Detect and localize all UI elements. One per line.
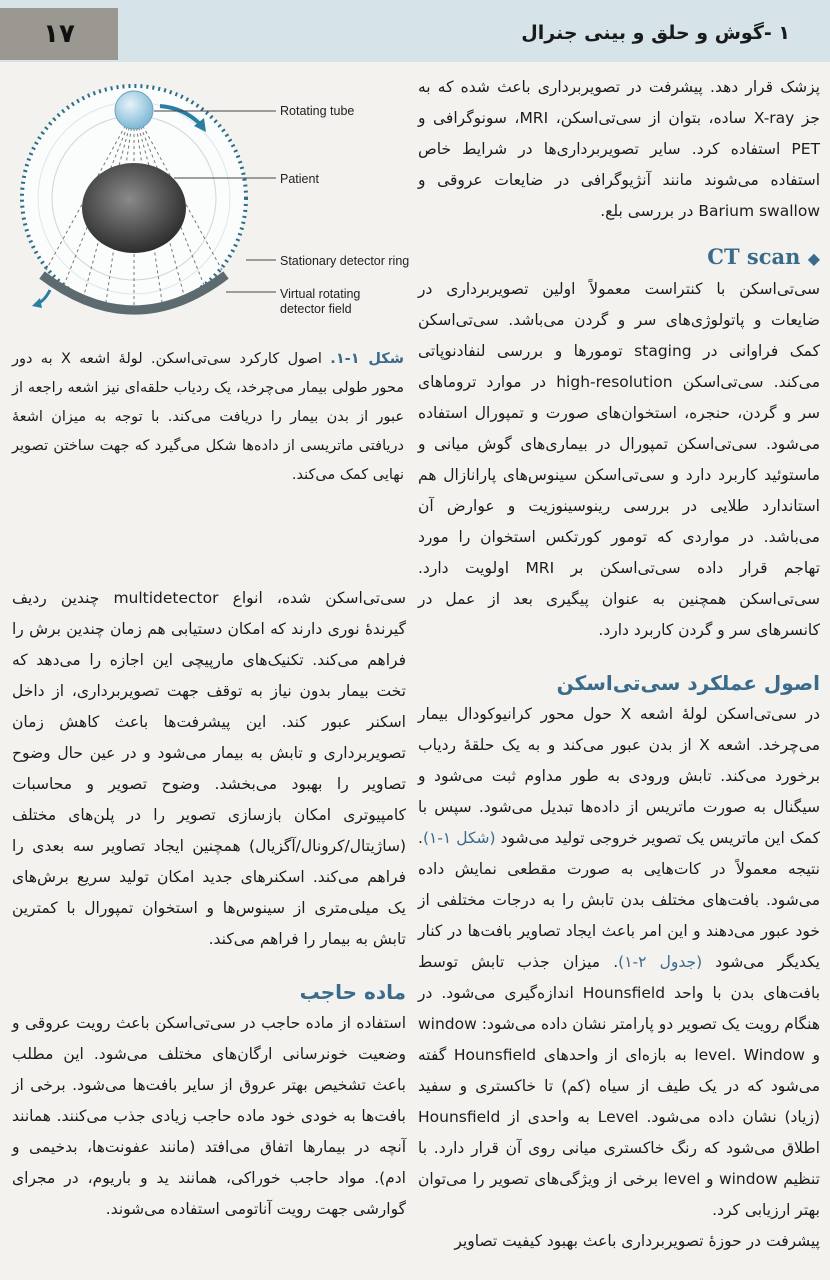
diamond-icon: ◆ — [807, 249, 820, 268]
principles-text-3: . میزان جذب تابش توسط بافت‌های بدن با واحد Hounsfield اندازه‌گیری می‌شود. در هنگام رویت یک تصویر دو پارامتر نشان داده می‌شود: window و level. Window به بازه‌ای از واحدهای Hounsfield گفته می‌شود که در یک طیف از سیاه (کم) تا خاکستری و سفید (زیاد) نشان داده می‌شود. Level به واحدی از Hounsfield اطلاق می‌شود که رنگ خاکستری میانی روی آن قرار دارد. با تنظیم window و level برخی از ویژگی‌های تصویر را می‌توان بهتر ارزیابی کرد. — [418, 953, 821, 1219]
label-detector-ring: Stationary detector ring — [280, 254, 410, 268]
ct-scan-heading — [418, 241, 820, 274]
intro-paragraph: پزشک قرار دهد. پیشرفت در تصویربرداری باعث شده که به جز X-ray ساده، بتوان از سی‌تی‌اسکن، MRI، سونوگرافی و PET استفاده کرد. سایر تصویربرداری‌ها در شرایط خاص استفاده می‌شوند مانند آنژیوگرافی در ضایعات عروقی و Barium swallow در بررسی بلع. — [418, 78, 820, 220]
principles-text-2: . نتیجه معمولاً در کات‌هایی به صورت مقطعی نمایش داده می‌شود. بافت‌های مختلف بدن تابش را به درجات مختلفی از خود عبور می‌دهند و این امر باعث ایجاد تصاویر بافت‌ها در کنار یکدیگر می‌شود — [418, 829, 820, 971]
principles-paragraph — [418, 699, 820, 1226]
label-virtual-rotating: Virtual rotating — [280, 287, 361, 301]
ct-scan-heading-text: CT scan — [707, 244, 801, 269]
principles-heading: اصول عملکرد سی‌تی‌اسکن — [556, 671, 820, 695]
principles-text-1: در سی‌تی‌اسکن لولهٔ اشعه X حول محور کرانیوکودال بیمار می‌چرخد. اشعه X از بدن عبور می‌کند و به یک حلقهٔ ردیاب برخورد می‌کند. تابش ورودی به طور مداوم ثبت می‌شود و سیگنال به صورت ماتریس از داده‌ها تبدیل می‌شود. سپس با کمک این ماتریس یک تصویر خروجی تولید می‌شود — [418, 705, 821, 847]
rotating-tube — [115, 91, 153, 129]
label-detector-field: detector field — [280, 302, 352, 316]
last-line: پیشرفت در حوزهٔ تصویربرداری باعث بهبود کیفیت تصاویر — [454, 1232, 820, 1250]
table-2-1-link[interactable]: (جدول ۲-۱) — [618, 953, 703, 971]
page-number: ۱۷ — [0, 8, 118, 60]
patient-body — [82, 163, 186, 253]
right-column — [418, 72, 820, 1257]
caption-label: شکل ۱-۱. — [330, 351, 404, 367]
label-patient: Patient — [280, 172, 319, 186]
contrast-paragraph: استفاده از ماده حاجب در سی‌تی‌اسکن باعث رویت عروقی و وضعیت خونرسانی ارگان‌های مختلف می‌شود. این مطلب باعث تشخیص بهتر عروق از سایر بافت‌ها می‌شود. برخی از بافت‌ها به خودی خود ماده حاجب زیادی جذب می‌کنند. همانند آنچه در بیمارها اتفاق می‌افتد (مانند عفونت‌ها، بدخیمی و ادم). مواد حاجب خوراکی، همانند ید و باریوم، در مجرای گوارشی جهت رویت آناتومی استفاده می‌شوند. — [12, 1014, 406, 1218]
figure-1-1-link[interactable]: (شکل ۱-۱) — [422, 829, 496, 847]
chapter-title: ۱ -گوش و حلق و بینی جنرال — [521, 22, 790, 44]
label-rotating-tube: Rotating tube — [280, 104, 355, 118]
ct-scanner-figure — [14, 80, 414, 330]
caption-text: اصول کارکرد سی‌تی‌اسکن. لولهٔ اشعه X به دور محور طولی بیمار می‌چرخد، یک ردیاب حلقه‌ای نیز اشعه راجعه از عبور از بدن بیمار را دریافت می‌کند. با توجه به میزان اشعهٔ دریافتی ماتریسی از داده‌ها شکل می‌گیرد که جهت ساختن تصویر نهایی کمک می‌کند. — [12, 351, 404, 483]
ct-scan-paragraph: سی‌تی‌اسکن با کنتراست معمولاً اولین تصویربرداری در ضایعات و پاتولوژی‌های سر و گردن می‌باشد. سی‌تی‌اسکن کمک فراوانی در staging تومورها و بررسی لنفادنوپاتی می‌کند. سی‌تی‌اسکن high-resolution در موارد تروماهای سر و گردن، حنجره، استخوان‌های صورت و تمپورال استفاده می‌شود. سی‌تی‌اسکن تمپورال در بیماری‌های گوش میانی و ماستوئید کاربرد دارد و سی‌تی‌اسکن سینوس‌های پارانازال هم استاندارد طلایی در بررسی رینوسینوزیت و عوارض آن می‌باشد. در مواردی که تومور کورتکس استخوان را مورد تهاجم قرار داده سی‌تی‌اسکن بر MRI اولویت دارد. سی‌تی‌اسکن همچنین به عنوان پیگیری بعد از عمل در کانسرهای سر و گردن کاربرد دارد. — [418, 280, 821, 639]
contrast-heading: ماده حاجب — [299, 980, 406, 1004]
figure-caption — [12, 345, 404, 490]
left-column — [12, 583, 406, 1225]
multidetector-paragraph: سی‌تی‌اسکن شده، انواع multidetector چندین ردیف گیرندهٔ نوری دارند که امکان دستیابی هم زمان چندین برش را فراهم می‌کند. تکنیک‌های مارپیچی این اجازه را می‌دهد که تخت بیمار بدون نیاز به توقف جهت تصویربرداری، از داخل اسکنر عبور کند. این پیشرفت‌ها باعث کاهش زمان تصویربرداری و تابش به بیمار می‌شود و در عین حال وضوح تصاویر را بهبود می‌بخشد. وضوح تصویر و محاسبات کامپیوتری امکان بازسازی تصویر را در پلن‌های مختلف (ساژیتال/کرونال/آگزیال) همچنین ایجاد تصاویر سه بعدی را فراهم می‌کند. اسکنرهای جدید امکان تولید سریع برش‌های یک میلی‌متری از سینوس‌ها و استخوان تمپورال با کمترین تابش به بیمار را فراهم می‌کند. — [12, 589, 406, 948]
